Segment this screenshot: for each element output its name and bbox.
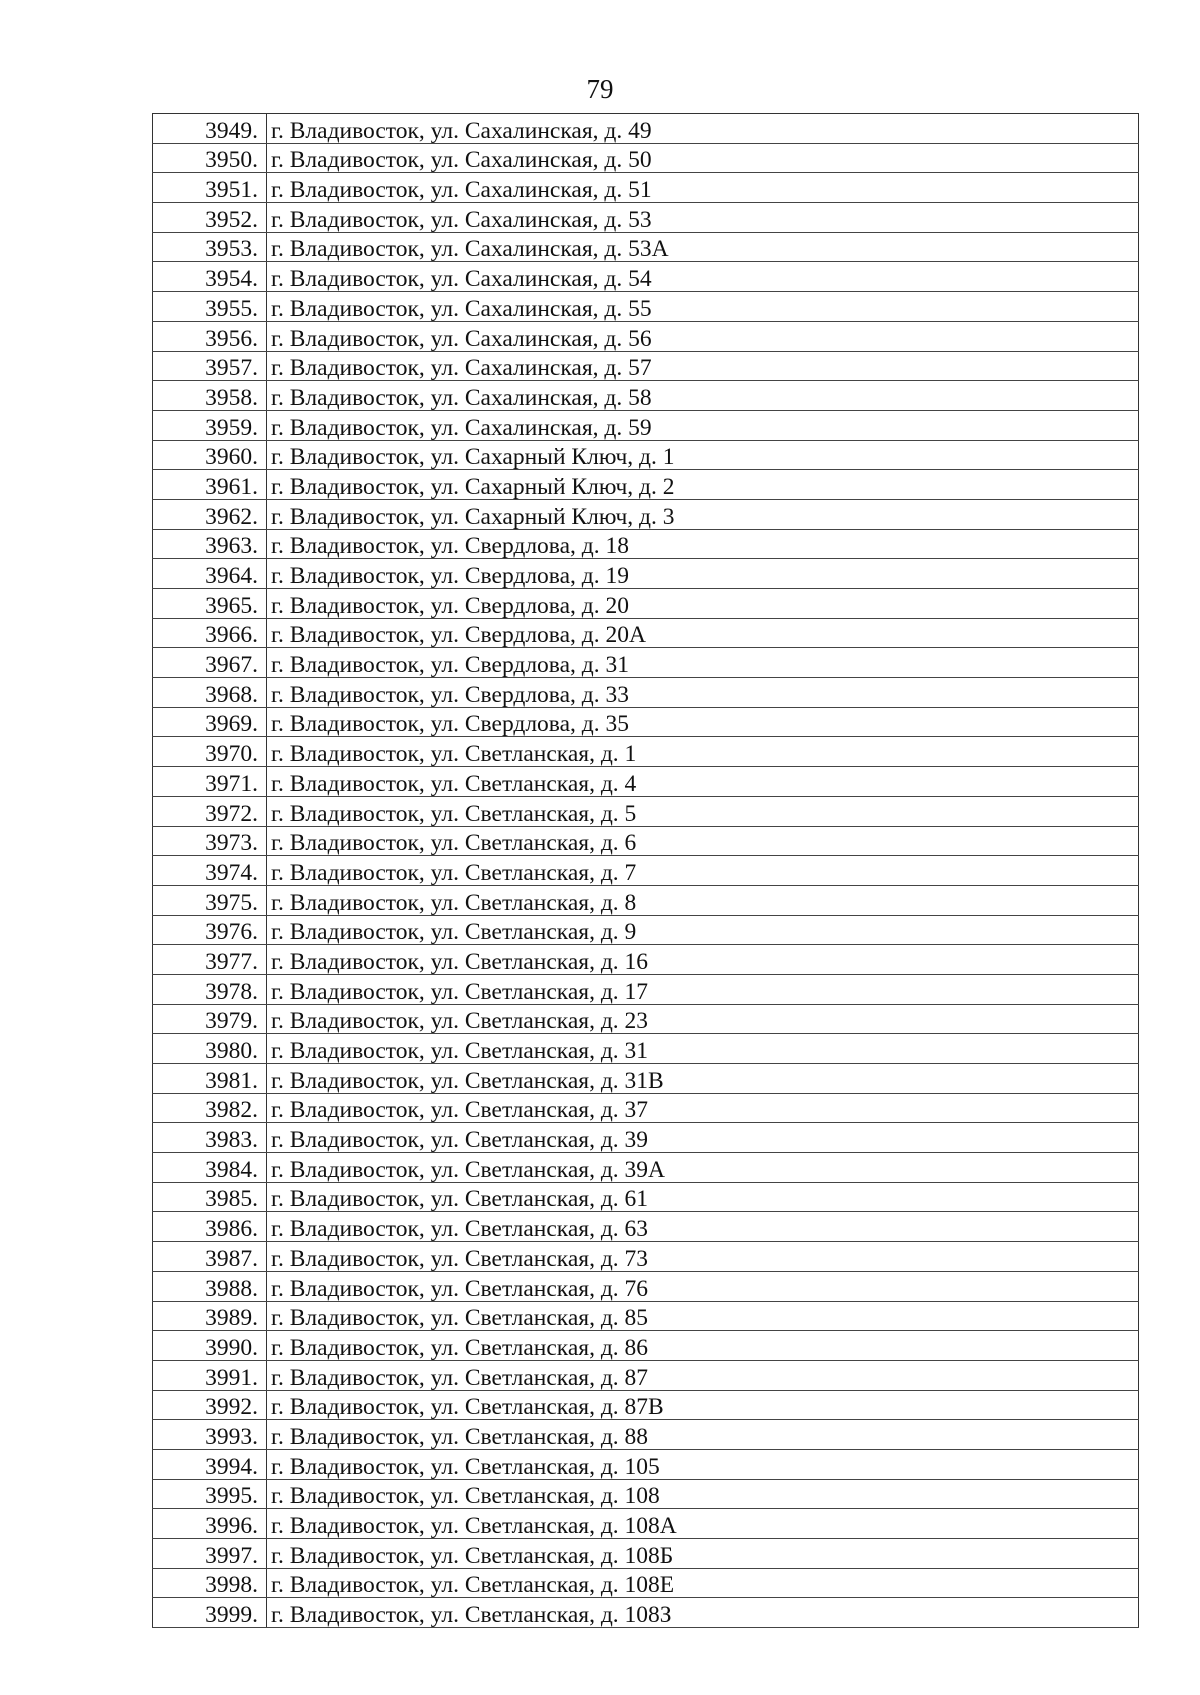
row-number-cell: 3978. [153,974,267,1004]
row-number-cell: 3952. [153,203,267,233]
address-cell: г. Владивосток, ул. Светланская, д. 88 [267,1420,1139,1450]
table-row [153,1479,1139,1509]
row-number-cell: 3954. [153,262,267,292]
address-cell: г. Владивосток, ул. Светланская, д. 61 [267,1182,1139,1212]
row-number-cell: 3987. [153,1242,267,1272]
row-number-cell: 3980. [153,1034,267,1064]
address-cell: г. Владивосток, ул. Светланская, д. 31 [267,1034,1139,1064]
row-number-cell: 3956. [153,321,267,351]
row-number-cell: 3999. [153,1598,267,1628]
table-row [153,826,1139,856]
row-number-cell: 3962. [153,499,267,529]
address-cell: г. Владивосток, ул. Свердлова, д. 18 [267,529,1139,559]
row-number-cell: 3950. [153,143,267,173]
address-cell: г. Владивосток, ул. Светланская, д. 63 [267,1212,1139,1242]
table-row [153,1539,1139,1569]
row-number-cell: 3968. [153,678,267,708]
table-row [153,1390,1139,1420]
table-row [153,470,1139,500]
row-number-cell: 3998. [153,1568,267,1598]
address-cell: г. Владивосток, ул. Светланская, д. 108 [267,1479,1139,1509]
row-number-cell: 3965. [153,589,267,619]
address-cell: г. Владивосток, ул. Светланская, д. 5 [267,796,1139,826]
table-row [153,529,1139,559]
row-number-cell: 3979. [153,1004,267,1034]
table-row [153,232,1139,262]
address-cell: г. Владивосток, ул. Светланская, д. 39А [267,1153,1139,1183]
table-row [153,1271,1139,1301]
table-row [153,767,1139,797]
address-cell: г. Владивосток, ул. Светланская, д. 39 [267,1123,1139,1153]
table-row [153,1093,1139,1123]
table-row [153,203,1139,233]
row-number-cell: 3984. [153,1153,267,1183]
table-row [153,1064,1139,1094]
row-number-cell: 3957. [153,351,267,381]
address-cell: г. Владивосток, ул. Сахарный Ключ, д. 1 [267,440,1139,470]
address-cell: г. Владивосток, ул. Светланская, д. 6 [267,826,1139,856]
address-cell: г. Владивосток, ул. Светланская, д. 86 [267,1331,1139,1361]
table-row [153,559,1139,589]
address-cell: г. Владивосток, ул. Светланская, д. 31В [267,1064,1139,1094]
address-cell: г. Владивосток, ул. Сахарный Ключ, д. 2 [267,470,1139,500]
table-row [153,856,1139,886]
row-number-cell: 3995. [153,1479,267,1509]
row-number-cell: 3959. [153,410,267,440]
address-cell: г. Владивосток, ул. Сахалинская, д. 51 [267,173,1139,203]
row-number-cell: 3989. [153,1301,267,1331]
address-cell: г. Владивосток, ул. Светланская, д. 73 [267,1242,1139,1272]
table-row [153,915,1139,945]
table-row [153,707,1139,737]
address-cell: г. Владивосток, ул. Светланская, д. 23 [267,1004,1139,1034]
table-row [153,737,1139,767]
row-number-cell: 3969. [153,707,267,737]
table-row [153,114,1139,144]
row-number-cell: 3955. [153,292,267,322]
address-cell: г. Владивосток, ул. Свердлова, д. 33 [267,678,1139,708]
table-row [153,945,1139,975]
table-row [153,321,1139,351]
address-cell: г. Владивосток, ул. Светланская, д. 37 [267,1093,1139,1123]
table-row [153,173,1139,203]
row-number-cell: 3991. [153,1360,267,1390]
row-number-cell: 3975. [153,885,267,915]
address-cell: г. Владивосток, ул. Светланская, д. 108Е [267,1568,1139,1598]
address-cell: г. Владивосток, ул. Светланская, д. 108А [267,1509,1139,1539]
address-cell: г. Владивосток, ул. Свердлова, д. 20 [267,589,1139,619]
row-number-cell: 3964. [153,559,267,589]
table-row [153,974,1139,1004]
row-number-cell: 3992. [153,1390,267,1420]
row-number-cell: 3976. [153,915,267,945]
row-number-cell: 3996. [153,1509,267,1539]
row-number-cell: 3972. [153,796,267,826]
address-cell: г. Владивосток, ул. Сахалинская, д. 58 [267,381,1139,411]
table-row [153,1242,1139,1272]
table-row [153,351,1139,381]
table-row [153,1153,1139,1183]
row-number-cell: 3988. [153,1271,267,1301]
table-row [153,1509,1139,1539]
table-row [153,1182,1139,1212]
address-cell: г. Владивосток, ул. Светланская, д. 76 [267,1271,1139,1301]
row-number-cell: 3982. [153,1093,267,1123]
row-number-cell: 3960. [153,440,267,470]
table-row [153,440,1139,470]
address-cell: г. Владивосток, ул. Сахалинская, д. 53А [267,232,1139,262]
row-number-cell: 3970. [153,737,267,767]
table-row [153,589,1139,619]
address-cell: г. Владивосток, ул. Сахалинская, д. 57 [267,351,1139,381]
row-number-cell: 3966. [153,618,267,648]
table-row [153,1331,1139,1361]
row-number-cell: 3997. [153,1539,267,1569]
row-number-cell: 3986. [153,1212,267,1242]
table-row [153,1123,1139,1153]
table-row [153,618,1139,648]
table-row [153,381,1139,411]
table-row [153,499,1139,529]
table-row [153,1598,1139,1628]
table-row [153,1360,1139,1390]
address-cell: г. Владивосток, ул. Свердлова, д. 31 [267,648,1139,678]
row-number-cell: 3971. [153,767,267,797]
row-number-cell: 3990. [153,1331,267,1361]
address-cell: г. Владивосток, ул. Светланская, д. 7 [267,856,1139,886]
table-row [153,143,1139,173]
row-number-cell: 3985. [153,1182,267,1212]
table-row [153,1212,1139,1242]
table-row [153,1301,1139,1331]
row-number-cell: 3963. [153,529,267,559]
address-cell: г. Владивосток, ул. Свердлова, д. 20А [267,618,1139,648]
row-number-cell: 3994. [153,1449,267,1479]
page-number: 79 [586,74,614,104]
address-cell: г. Владивосток, ул. Светланская, д. 16 [267,945,1139,975]
row-number-cell: 3951. [153,173,267,203]
table-row [153,410,1139,440]
table-row [153,1034,1139,1064]
address-cell: г. Владивосток, ул. Светланская, д. 8 [267,885,1139,915]
table-row [153,262,1139,292]
address-cell: г. Владивосток, ул. Сахалинская, д. 56 [267,321,1139,351]
address-cell: г. Владивосток, ул. Светланская, д. 105 [267,1449,1139,1479]
row-number-cell: 3977. [153,945,267,975]
row-number-cell: 3953. [153,232,267,262]
address-cell: г. Владивосток, ул. Светланская, д. 85 [267,1301,1139,1331]
address-cell: г. Владивосток, ул. Светланская, д. 9 [267,915,1139,945]
address-cell: г. Владивосток, ул. Светланская, д. 4 [267,767,1139,797]
table-row [153,1420,1139,1450]
address-cell: г. Владивосток, ул. Светланская, д. 108З [267,1598,1139,1628]
address-cell: г. Владивосток, ул. Сахалинская, д. 53 [267,203,1139,233]
row-number-cell: 3949. [153,114,267,144]
table-row [153,796,1139,826]
table-row [153,292,1139,322]
address-cell: г. Владивосток, ул. Светланская, д. 1 [267,737,1139,767]
address-cell: г. Владивосток, ул. Сахалинская, д. 59 [267,410,1139,440]
table-row [153,1568,1139,1598]
address-cell: г. Владивосток, ул. Светланская, д. 87 [267,1360,1139,1390]
address-cell: г. Владивосток, ул. Свердлова, д. 19 [267,559,1139,589]
address-cell: г. Владивосток, ул. Сахалинская, д. 55 [267,292,1139,322]
address-cell: г. Владивосток, ул. Светланская, д. 108Б [267,1539,1139,1569]
row-number-cell: 3993. [153,1420,267,1450]
address-cell: г. Владивосток, ул. Сахалинская, д. 50 [267,143,1139,173]
address-cell: г. Владивосток, ул. Сахалинская, д. 49 [267,114,1139,144]
table-row [153,885,1139,915]
table-row [153,1449,1139,1479]
address-cell: г. Владивосток, ул. Светланская, д. 87В [267,1390,1139,1420]
row-number-cell: 3983. [153,1123,267,1153]
table-row [153,1004,1139,1034]
row-number-cell: 3961. [153,470,267,500]
row-number-cell: 3974. [153,856,267,886]
row-number-cell: 3967. [153,648,267,678]
address-cell: г. Владивосток, ул. Свердлова, д. 35 [267,707,1139,737]
address-cell: г. Владивосток, ул. Сахарный Ключ, д. 3 [267,499,1139,529]
address-table [152,113,1139,1628]
table-row [153,678,1139,708]
row-number-cell: 3973. [153,826,267,856]
address-cell: г. Владивосток, ул. Сахалинская, д. 54 [267,262,1139,292]
address-table-body [153,114,1139,1628]
table-row [153,648,1139,678]
row-number-cell: 3981. [153,1064,267,1094]
address-cell: г. Владивосток, ул. Светланская, д. 17 [267,974,1139,1004]
row-number-cell: 3958. [153,381,267,411]
